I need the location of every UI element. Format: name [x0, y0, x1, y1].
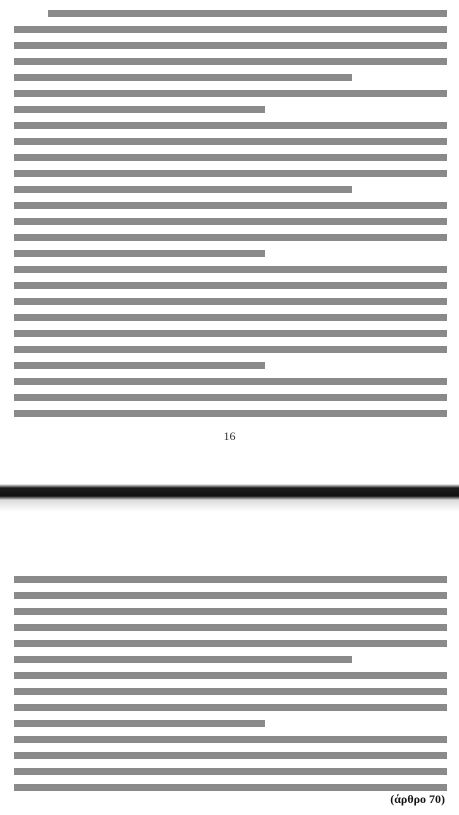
- upper-page-text-lines: [14, 6, 447, 422]
- page-break-band: [0, 470, 459, 512]
- page-number: 16: [223, 429, 236, 443]
- lower-page-text-lines: [14, 572, 447, 796]
- lower-page: [0, 512, 459, 815]
- article-reference: (άρθρο 70): [390, 792, 445, 806]
